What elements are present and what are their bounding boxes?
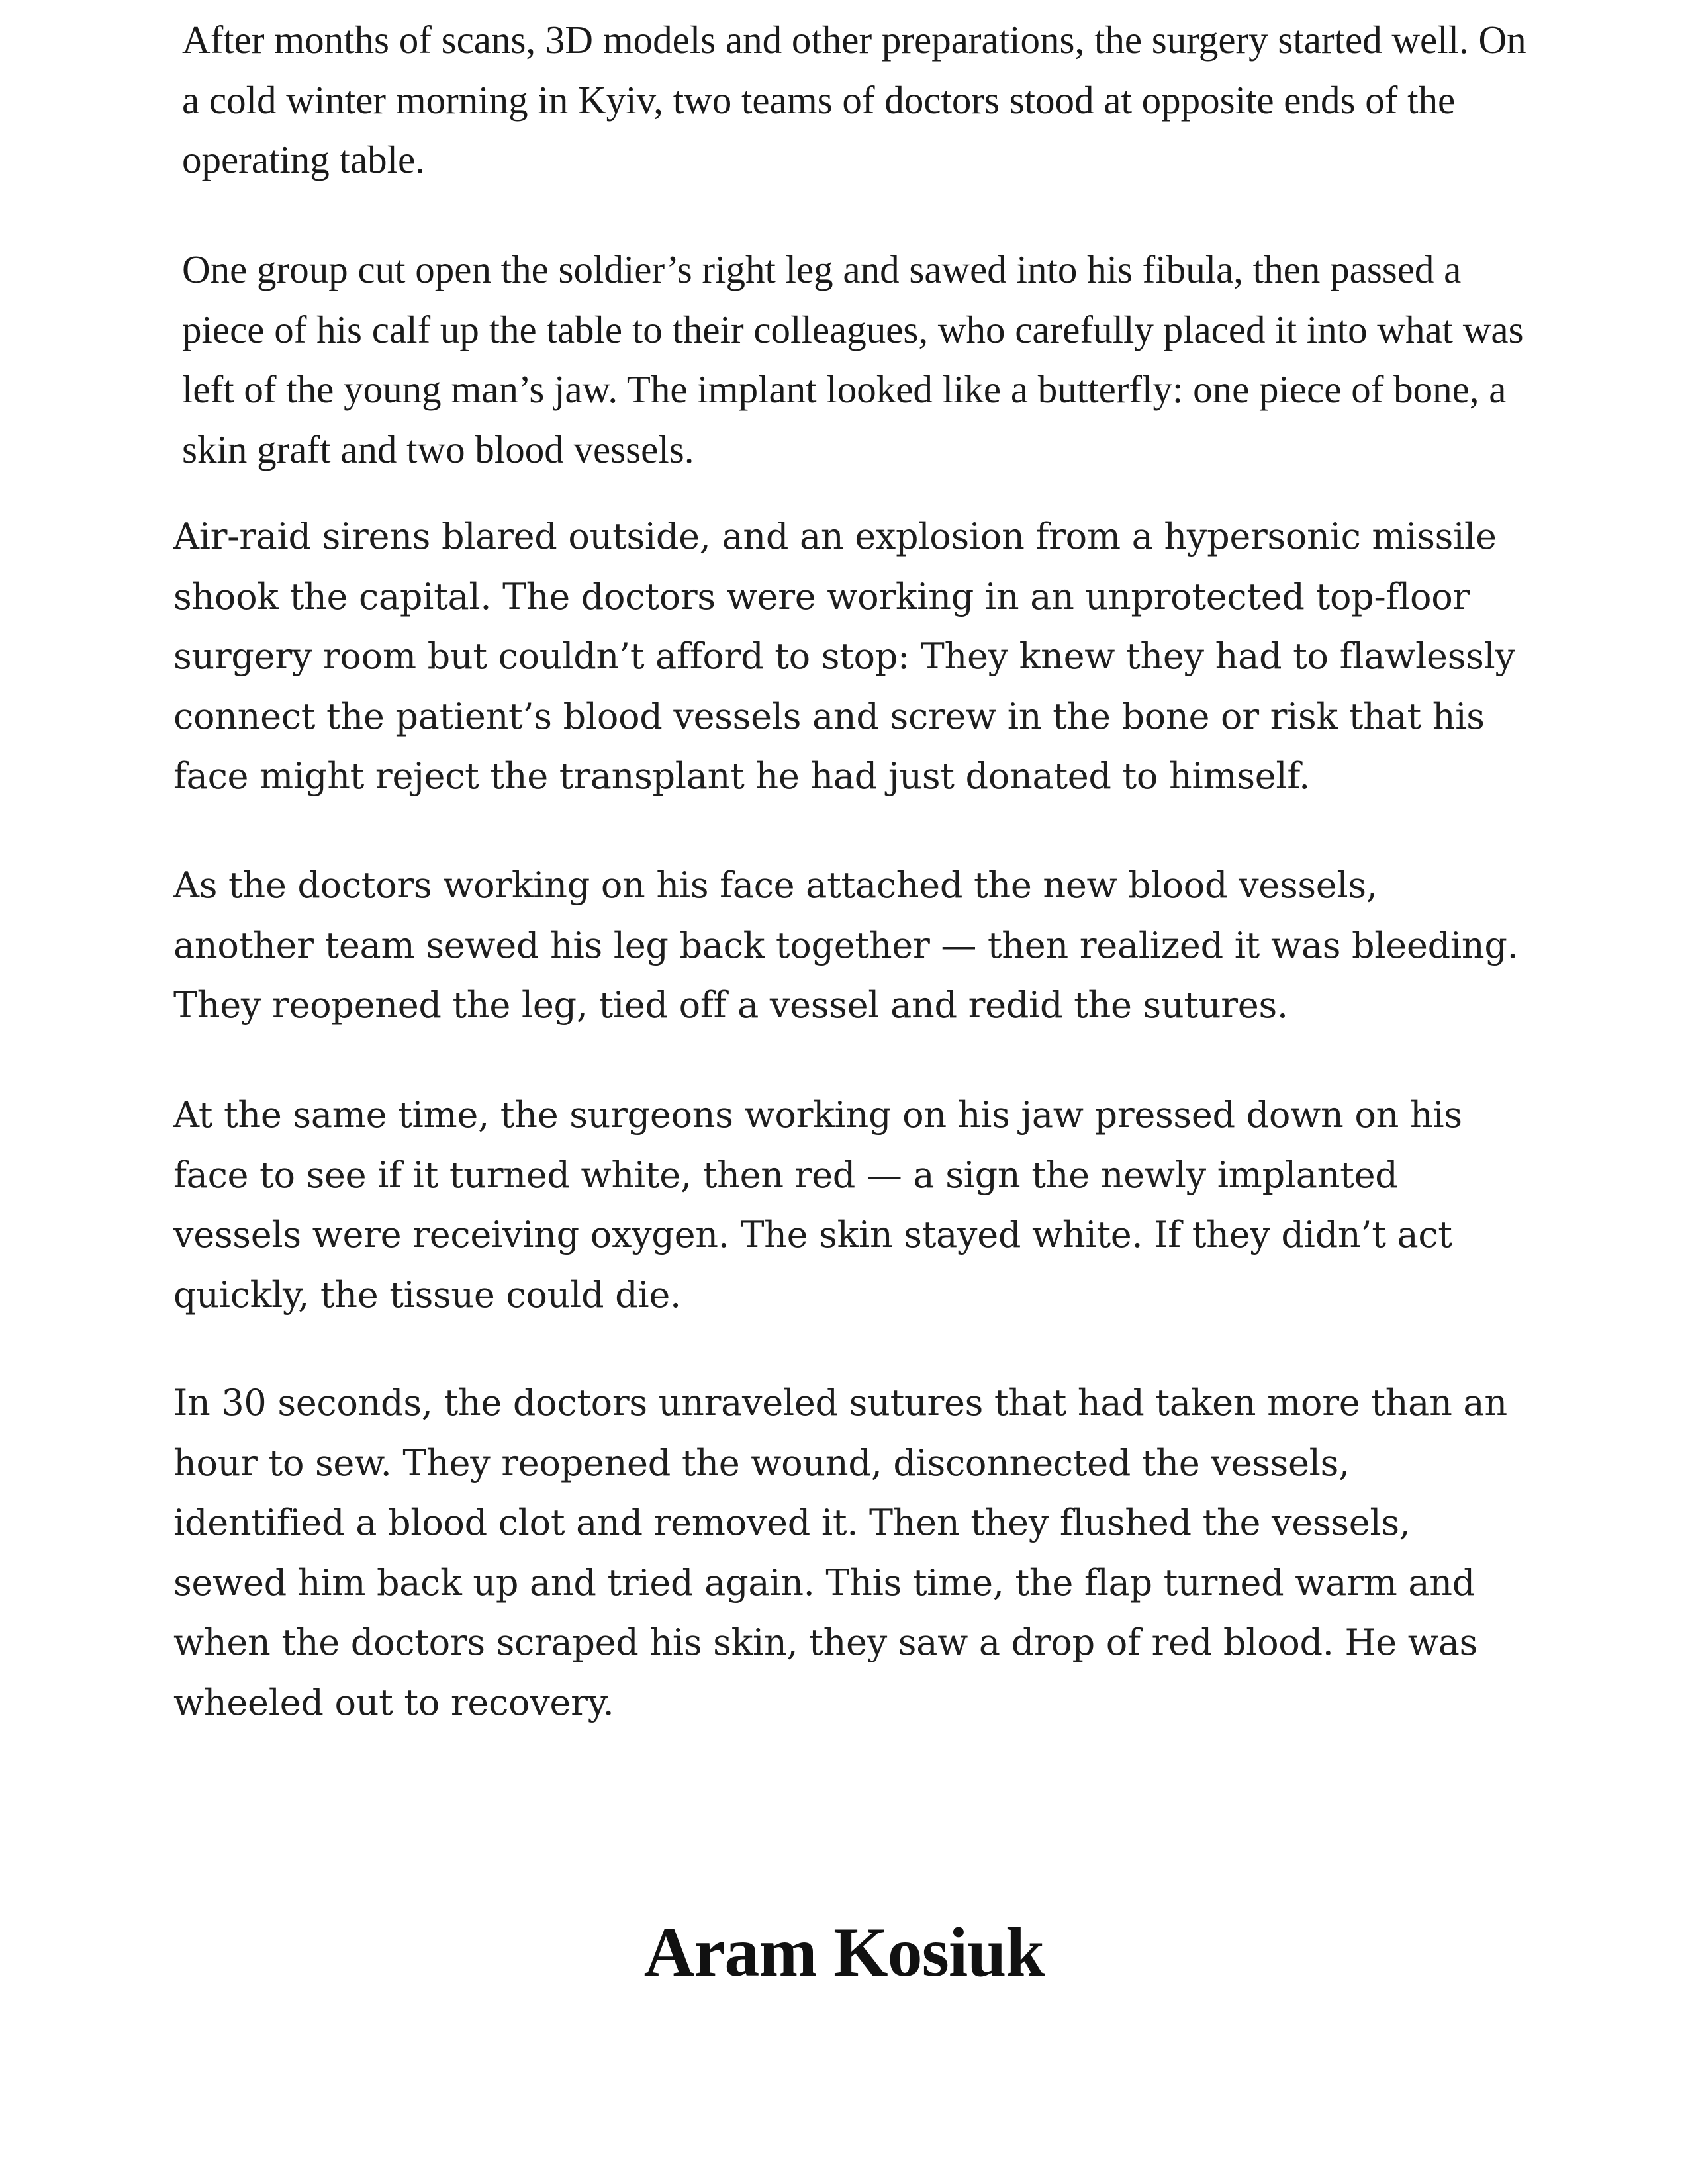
article-paragraph-3: Air-raid sirens blared outside, and an explosion from a hypersonic missile shook the capital. The doctors were working in an unprotected top-floor surgery room but couldn’t afford to stop: They knew they had to flawlessly connect the patient’s blood vessels and screw in the bone or risk that his face might reject the transplant he had just donated to himself. bbox=[173, 516, 1515, 797]
article-paragraph-1: After months of scans, 3D models and other preparations, the surgery started well. On a cold winter morning in Kyiv, two teams of doctors stood at opposite ends of the operating table. bbox=[182, 18, 1526, 181]
byline-heading: Aram Kosiuk bbox=[643, 1913, 1045, 1991]
article-paragraph-5: At the same time, the surgeons working on his jaw pressed down on his face to see if it turned white, then red — a sign the newly implanted vessels were receiving oxygen. The skin stayed white. If they didn’t act quickly, the tissue could die. bbox=[173, 1094, 1462, 1316]
article-paragraph-2: One group cut open the soldier’s right leg and sawed into his fibula, then passed a piece of his calf up the table to their colleagues, who carefully placed it into what was left of the young man’s jaw. The implant looked like a butterfly: one piece of bone, a skin graft and two blood vessels. bbox=[182, 248, 1524, 471]
article-paragraph-4: As the doctors working on his face attached the new blood vessels, another team sewed his leg back together — then realized it was bleeding. They reopened the leg, tied off a vessel and redid the sutures. bbox=[173, 864, 1519, 1026]
article-paragraph-6: In 30 seconds, the doctors unraveled sutures that had taken more than an hour to sew. They reopened the wound, disconnected the vessels, identified a blood clot and removed it. Then they flushed the vessels, sewed him back up and tried again. This time, the flap turned warm and when the doctors scraped his skin, they saw a drop of red blood. He was wheeled out to recovery. bbox=[173, 1382, 1507, 1723]
